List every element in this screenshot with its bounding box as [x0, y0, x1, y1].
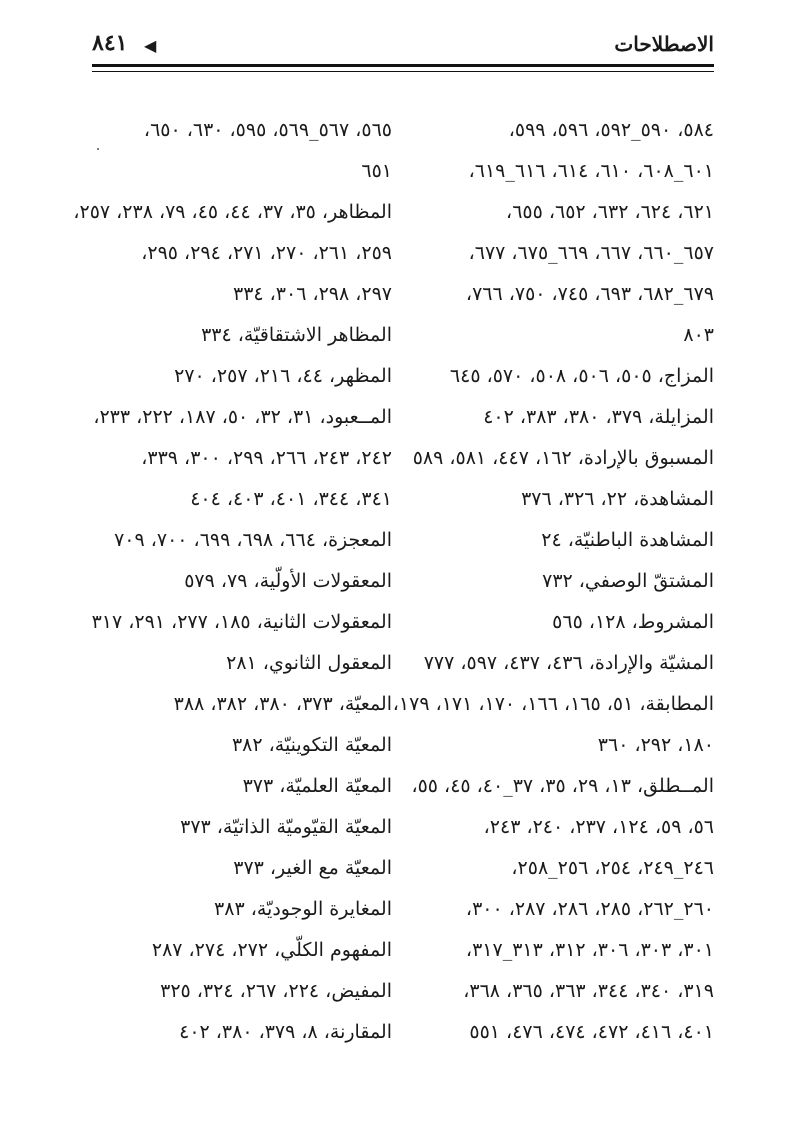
- index-entry-line: ٦٥١: [361, 160, 392, 182]
- index-entry-line: ٥٦، ٥٩، ١٢٤، ٢٣٧، ٢٤٠، ٢٤٣،: [483, 816, 714, 838]
- index-entry-line: ٢٤٢، ٢٤٣، ٢٦٦، ٢٩٩، ٣٠٠، ٣٣٩،: [141, 447, 392, 469]
- index-entry-line: ٥٦٥، ٥٦٧_٥٦٩، ٥٩٥، ٦٣٠، ٦٥٠،: [143, 119, 392, 141]
- index-entry-line: المشاهدة، ٢٢، ٣٢٦، ٣٧٦: [521, 488, 714, 510]
- index-entry-line: المعيّة، ٣٧٣، ٣٨٠، ٣٨٢، ٣٨٨: [173, 693, 392, 715]
- index-entry-line: المشيّة والإرادة، ٤٣٦، ٤٣٧، ٥٩٧، ٧٧٧: [423, 652, 714, 674]
- header-rule-thick: [92, 64, 714, 67]
- page-header: [92, 30, 714, 64]
- index-entry-line: المظاهر، ٣٥، ٣٧، ٤٤، ٤٥، ٧٩، ٢٣٨، ٢٥٧،: [73, 201, 392, 223]
- index-entry-line: المزايلة، ٣٧٩، ٣٨٠، ٣٨٣، ٤٠٢: [483, 406, 714, 428]
- index-entry-line: المفيض، ٢٢٤، ٢٦٧، ٣٢٤، ٣٢٥: [160, 980, 392, 1002]
- index-entry-line: المعقولات الأولّية، ٧٩، ٥٧٩: [184, 570, 392, 592]
- index-entry-line: المــطلق، ١٣، ٢٩، ٣٥، ٣٧_٤٠، ٤٥، ٥٥،: [411, 775, 714, 797]
- index-entry-line: ٢٦٠_٢٦٢، ٢٨٥، ٢٨٦، ٢٨٧، ٣٠٠،: [465, 898, 714, 920]
- index-entry-line: المظهر، ٤٤، ٢١٦، ٢٥٧، ٢٧٠: [174, 365, 392, 387]
- index-entry-line: ٨٠٣: [683, 324, 714, 346]
- index-entry-line: ١٨٠، ٢٩٢، ٣٦٠: [597, 734, 714, 756]
- index-entry-line: المعيّة العلميّة، ٣٧٣: [242, 775, 392, 797]
- index-entry-line: ٢٩٧، ٢٩٨، ٣٠٦، ٣٣٤: [232, 283, 392, 305]
- index-entry-line: المفهوم الكلّي، ٢٧٢، ٢٧٤، ٢٨٧: [151, 939, 392, 961]
- index-entry-line: ٢٥٩، ٢٦١، ٢٧٠، ٢٧١، ٢٩٤، ٢٩٥،: [141, 242, 392, 264]
- index-entry-line: ٦٢١، ٦٢٤، ٦٣٢، ٦٥٢، ٦٥٥،: [506, 201, 714, 223]
- index-entry-line: المعيّة القيّوميّة الذاتيّة، ٣٧٣: [180, 816, 392, 838]
- index-entry-line: المشتقّ الوصفي، ٧٣٢: [542, 570, 714, 592]
- index-entry-line: المسبوق بالإرادة، ١٦٢، ٤٤٧، ٥٨١، ٥٨٩: [412, 447, 714, 469]
- index-entry-line: المعيّة التكوينيّة، ٣٨٢: [231, 734, 392, 756]
- index-entry-line: ٢٤٦_٢٤٩، ٢٥٤، ٢٥٦_٢٥٨،: [511, 857, 714, 879]
- index-entry-line: المزاج، ٥٠٥، ٥٠٦، ٥٠٨، ٥٧٠، ٦٤٥: [449, 365, 714, 387]
- index-entry-line: المعقولات الثانية، ١٨٥، ٢٧٧، ٢٩١، ٣١٧: [91, 611, 392, 633]
- index-entry-line: المــعبود، ٣١، ٣٢، ٥٠، ١٨٧، ٢٢٢، ٢٣٣،: [93, 406, 392, 428]
- index-entry-line: ٦٧٩_٦٨٢، ٦٩٣، ٧٤٥، ٧٥٠، ٧٦٦،: [465, 283, 714, 305]
- index-entry-line: ٥٨٤، ٥٩٠_٥٩٢، ٥٩٦، ٥٩٩،: [508, 119, 714, 141]
- arrow-left-icon: ◀: [144, 36, 157, 55]
- index-entry-line: ٣٤١، ٣٤٤، ٤٠١، ٤٠٣، ٤٠٤: [190, 488, 392, 510]
- index-entry-line: المعيّة مع الغير، ٣٧٣: [233, 857, 392, 879]
- index-entry-line: المطابقة، ٥١، ١٦٥، ١٦٦، ١٧٠، ١٧١، ١٧٩،: [392, 693, 714, 715]
- index-entry-line: ٣٠١، ٣٠٣، ٣٠٦، ٣١٢، ٣١٣_٣١٧،: [465, 939, 714, 961]
- index-column-left: [73, 110, 392, 1053]
- index-entry-line: المغايرة الوجوديّة، ٣٨٣: [214, 898, 392, 920]
- index-entry-line: المشروط، ١٢٨، ٥٦٥: [552, 611, 714, 633]
- index-entry-line: ٦٥٧_٦٦٠، ٦٦٧، ٦٦٩_٦٧٥، ٦٧٧،: [468, 242, 714, 264]
- running-title: الاصطلاحات: [614, 32, 714, 56]
- index-entry-line: المشاهدة الباطنيّة، ٢٤: [541, 529, 714, 551]
- index-entry-line: ٣١٩، ٣٤٠، ٣٤٤، ٣٦٣، ٣٦٥، ٣٦٨،: [463, 980, 714, 1002]
- page-number: ٨٤١: [92, 30, 128, 56]
- header-rule-thin: [92, 71, 714, 72]
- index-entry-line: ٤٠١، ٤١٦، ٤٧٢، ٤٧٤، ٤٧٦، ٥٥١: [469, 1021, 714, 1043]
- index-entry-line: المعقول الثانوي، ٢٨١: [226, 652, 392, 674]
- index-column-right: [392, 110, 714, 1053]
- index-entry-line: المظاهر الاشتقاقيّة، ٣٣٤: [201, 324, 392, 346]
- index-entry-line: ٦٠١_٦٠٨، ٦١٠، ٦١٤، ٦١٦_٦١٩،: [468, 160, 714, 182]
- index-entry-line: المعجزة، ٦٦٤، ٦٩٨، ٦٩٩، ٧٠٠، ٧٠٩: [114, 529, 392, 551]
- index-entry-line: المقارنة، ٨، ٣٧٩، ٣٨٠، ٤٠٢: [179, 1021, 392, 1043]
